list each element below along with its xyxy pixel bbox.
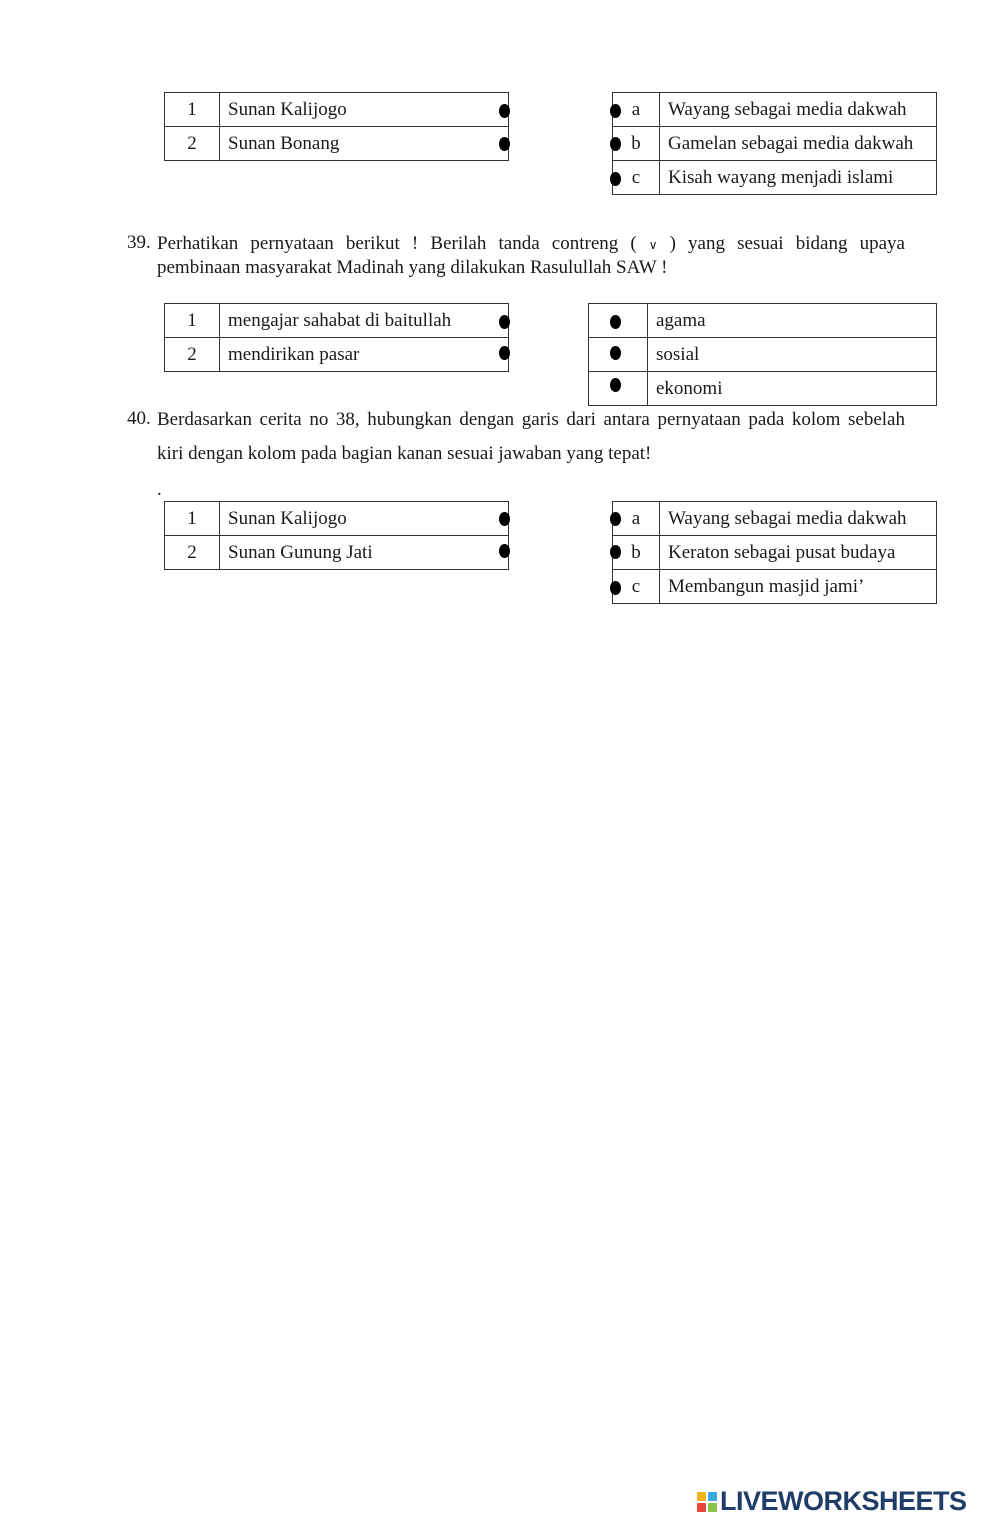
row-text: Keraton sebagai pusat budaya	[660, 536, 937, 570]
table-row	[613, 161, 937, 195]
row-letter: a	[613, 93, 660, 127]
row-number: 2	[165, 536, 220, 570]
table-row	[613, 127, 937, 161]
row-text: sosial	[648, 338, 937, 372]
row-number: 2	[165, 338, 220, 372]
row-text: Sunan Gunung Jati	[220, 536, 509, 570]
match-dot[interactable]	[610, 137, 621, 151]
match-dot[interactable]	[499, 137, 510, 151]
logo-blocks-icon	[697, 1492, 717, 1512]
row-text: Membangun masjid jami’	[660, 570, 937, 604]
table-row	[165, 127, 509, 161]
row-text: Sunan Kalijogo	[220, 502, 509, 536]
question-text-line-1	[157, 232, 905, 257]
question-text: ) yang sesuai bidang upaya	[669, 233, 905, 254]
table-row	[613, 93, 937, 127]
q40-right-table	[612, 501, 937, 604]
question-text: Perhatikan pernyataan berikut ! Berilah tanda contreng (	[157, 233, 637, 254]
row-text: Wayang sebagai media dakwah	[660, 502, 937, 536]
q38-left-table	[164, 92, 509, 161]
logo-block	[697, 1492, 706, 1501]
row-letter: b	[613, 127, 660, 161]
q39-left-table	[164, 303, 509, 372]
check-dot[interactable]	[610, 378, 621, 392]
row-letter: c	[613, 161, 660, 195]
match-dot[interactable]	[499, 104, 510, 118]
row-text: agama	[648, 304, 937, 338]
logo-block	[697, 1503, 706, 1512]
match-dot[interactable]	[499, 315, 510, 329]
row-text: mengajar sahabat di baitullah	[220, 304, 509, 338]
table-row	[613, 570, 937, 604]
check-dot[interactable]	[610, 346, 621, 360]
logo-block	[708, 1503, 717, 1512]
row-number: 2	[165, 127, 220, 161]
row-letter: b	[613, 536, 660, 570]
table-row	[589, 338, 937, 372]
q40-left-table	[164, 501, 509, 570]
liveworksheets-logo	[697, 1486, 967, 1517]
q39-right-table	[588, 303, 937, 406]
logo-text: LIVEWORKSHEETS	[720, 1486, 967, 1516]
row-text: Wayang sebagai media dakwah	[660, 93, 937, 127]
table-row	[589, 304, 937, 338]
row-number: 1	[165, 93, 220, 127]
q38-right-table	[612, 92, 937, 195]
row-text: mendirikan pasar	[220, 338, 509, 372]
match-dot[interactable]	[610, 172, 621, 186]
check-dot[interactable]	[610, 315, 621, 329]
match-dot[interactable]	[610, 581, 621, 595]
row-number: 1	[165, 502, 220, 536]
table-row	[613, 502, 937, 536]
question-number: 39.	[127, 232, 151, 253]
table-row	[165, 304, 509, 338]
table-row	[613, 536, 937, 570]
table-row	[165, 93, 509, 127]
table-row	[165, 338, 509, 372]
match-dot[interactable]	[499, 544, 510, 558]
question-text-line-1: Berdasarkan cerita no 38, hubungkan dengan garis dari antara pernyataan pada kolom sebelah	[157, 409, 905, 430]
match-dot[interactable]	[610, 512, 621, 526]
match-dot[interactable]	[499, 346, 510, 360]
match-dot[interactable]	[499, 512, 510, 526]
row-text: Kisah wayang menjadi islami	[660, 161, 937, 195]
stray-dot: .	[157, 479, 162, 500]
table-row	[589, 372, 937, 406]
logo-block	[708, 1492, 717, 1501]
row-text: Sunan Kalijogo	[220, 93, 509, 127]
row-text: Gamelan sebagai media dakwah	[660, 127, 937, 161]
row-number: 1	[165, 304, 220, 338]
table-row	[165, 502, 509, 536]
question-text-line-2: kiri dengan kolom pada bagian kanan sesuai jawaban yang tepat!	[157, 443, 652, 464]
row-letter: c	[613, 570, 660, 604]
match-dot[interactable]	[610, 545, 621, 559]
question-text-line-2: pembinaan masyarakat Madinah yang dilakukan Rasulullah SAW !	[157, 257, 668, 278]
row-text: ekonomi	[648, 372, 937, 406]
row-letter: a	[613, 502, 660, 536]
table-row	[165, 536, 509, 570]
question-number: 40.	[127, 408, 151, 429]
match-dot[interactable]	[610, 104, 621, 118]
check-symbol: ∨	[648, 238, 658, 252]
row-text: Sunan Bonang	[220, 127, 509, 161]
